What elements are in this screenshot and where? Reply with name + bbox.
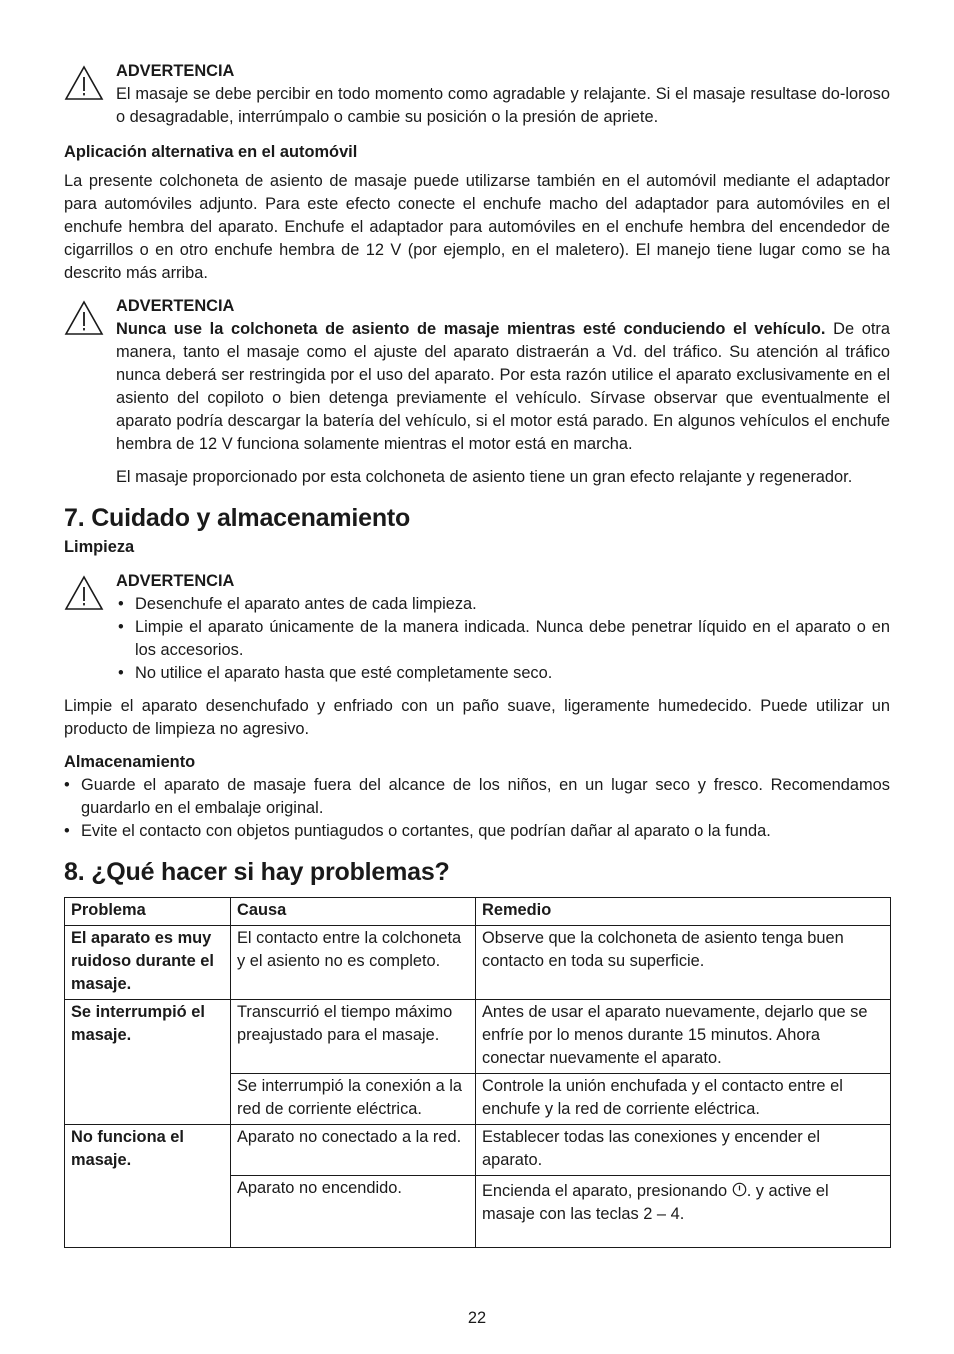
list-item: • Evite el contacto con objetos puntiagudos o cortantes, que podrían dañar al aparato o la funda. <box>64 820 890 843</box>
remedy-cell: Observe que la colchoneta de asiento tenga buen contacto en toda su superficie. <box>476 926 891 1000</box>
page-number: 22 <box>467 1309 487 1327</box>
cause-cell: Aparato no encendido. <box>231 1176 476 1248</box>
list-item: • Limpie el aparato únicamente de la manera indicada. Nunca debe penetrar líquido en el aparato o en los accesorios. <box>116 616 890 662</box>
warning-block-1 <box>64 60 890 129</box>
warning-block-2 <box>64 295 890 489</box>
remedy-cell: Controle la unión enchufada y el contacto entre el enchufe y la red de corriente eléctrica. <box>476 1074 891 1125</box>
remedy-cell <box>476 1176 891 1248</box>
remedy-cell: Establecer todas las conexiones y encender el aparato. <box>476 1125 891 1176</box>
problem-cell: No funciona el masaje. <box>65 1125 231 1248</box>
warning-triangle-icon <box>64 575 104 611</box>
power-icon <box>732 1182 747 1197</box>
remedy-text-end: . y active el masaje con las teclas 2 – 4. <box>482 1182 829 1223</box>
car-text: La presente colchoneta de asiento de masaje puede utilizarse también en el automóvil mediante el adaptador para automóviles adjunto. Para este efecto conecte el enchufe macho del adaptador para automóviles en el enchufe hembra del aparato. Enchufe el adaptador para automóviles en el enchufe hembra del encendedor de cigarrillos o en otro enchufe hembra de 12 V (por ejemplo, en el maletero). El manejo tiene lugar como se ha descrito más arriba. <box>64 172 890 282</box>
warning-triangle-icon <box>64 300 104 336</box>
table-row <box>65 1000 891 1074</box>
page-content <box>64 60 890 1248</box>
table-header-row <box>65 898 891 926</box>
remedy-cell: Antes de usar el aparato nuevamente, dejarlo que se enfríe por lo menos durante 15 minutos. Ahora conectar nuevamente el aparato. <box>476 1000 891 1074</box>
warning-title: ADVERTENCIA <box>116 572 235 590</box>
list-item: • Guarde el aparato de masaje fuera del alcance de los niños, en un lugar seco y fresco. Recomendamos guardarlo en el embalaje original. <box>64 774 890 820</box>
section-7-title: 7. Cuidado y almacenamiento <box>64 504 411 532</box>
massage-note: El masaje proporcionado por esta colchoneta de asiento tiene un gran efecto relajante y regenerador. <box>116 468 853 486</box>
list-item: • No utilice el aparato hasta que esté completamente seco. <box>116 662 890 685</box>
storage-list <box>64 774 890 843</box>
problem-cell: El aparato es muy ruidoso durante el masaje. <box>65 926 231 1000</box>
warning-text <box>116 318 890 456</box>
warning-bold-text: Nunca use la colchoneta de asiento de masaje mientras esté conduciendo el vehículo. <box>116 320 826 338</box>
table-row <box>65 1125 891 1176</box>
warning-title: ADVERTENCIA <box>116 297 235 315</box>
column-header: Problema <box>65 898 231 926</box>
car-heading: Aplicación alternativa en el automóvil <box>64 143 358 161</box>
cause-cell: El contacto entre la colchoneta y el asiento no es completo. <box>231 926 476 1000</box>
list-item: • Desenchufe el aparato antes de cada limpieza. <box>116 593 890 616</box>
column-header: Remedio <box>476 898 891 926</box>
storage-heading: Almacenamiento <box>64 753 196 771</box>
remedy-text-start: Encienda el aparato, presionando <box>482 1182 732 1200</box>
problem-cell: Se interrumpió el masaje. <box>65 1000 231 1125</box>
warning-title: ADVERTENCIA <box>116 62 235 80</box>
warning-triangle-icon <box>64 65 104 101</box>
column-header: Causa <box>231 898 476 926</box>
cause-cell: Transcurrió el tiempo máximo preajustado para el masaje. <box>231 1000 476 1074</box>
cause-cell: Aparato no conectado a la red. <box>231 1125 476 1176</box>
warning-text: El masaje se debe percibir en todo momento como agradable y relajante. Si el masaje resultase do-loroso o desagradable, interrúmpalo o cambie su posición o la presión de apriete. <box>116 85 890 126</box>
warning-block-3 <box>64 570 890 685</box>
cause-cell: Se interrumpió la conexión a la red de corriente eléctrica. <box>231 1074 476 1125</box>
cleaning-warning-list <box>116 593 890 685</box>
cleaning-text: Limpie el aparato desenchufado y enfriado con un paño suave, ligeramente humedecido. Puede utilizar un producto de limpieza no agresivo. <box>64 697 890 738</box>
table-row <box>65 926 891 1000</box>
warning-rest-text: De otra manera, tanto el masaje como el ajuste del aparato distraerán a Vd. del tráfico. Su atención al tráfico nunca deberá ser restringida por el uso del aparato. Por esta razón utilice el aparato exclusivamente en el asiento del copiloto o bien detenga previamente el vehículo. Sírvase observar que eventualmente el aparato podría descargar la batería del vehículo, si el motor está parado. En algunos vehículos el enchufe hembra de 12 V funciona solamente mientras el motor está en marcha. <box>116 320 890 453</box>
troubleshooting-table <box>64 897 891 1248</box>
section-8-title: 8. ¿Qué hacer si hay problemas? <box>64 858 450 886</box>
cleaning-heading: Limpieza <box>64 538 135 556</box>
